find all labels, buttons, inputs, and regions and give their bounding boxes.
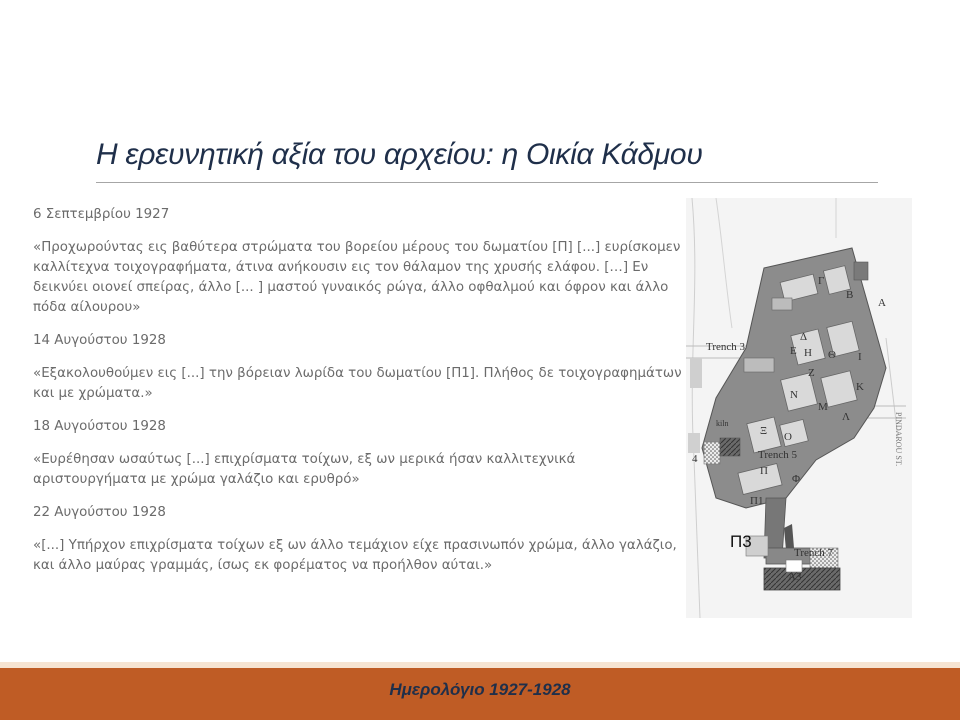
trench-label: Trench 3 (706, 341, 746, 353)
footer-caption: Ημερολόγιο 1927-1928 (389, 680, 571, 699)
plan-label: Ο (784, 431, 792, 443)
entry-date: 18 Αυγούστου 1928 (33, 419, 166, 434)
trench-label: Trench 5 (758, 449, 798, 461)
trench-label: Trench 7 (794, 547, 834, 559)
plan-label: 4 (692, 453, 698, 465)
plan-label: Π1 (750, 495, 764, 507)
street-label: PINDAROU ST. (894, 412, 903, 467)
plan-label: Π (760, 465, 768, 477)
plan-label: Α3 (788, 571, 802, 583)
plan-label: Κ (856, 381, 864, 393)
entry-quote: «Ευρέθησαν ωσαύτως [...] επιχρίσματα τοίχων, εξ ων μερικά ήσαν καλλιτεχνικά αριστουργήματα με χρώμα γαλάζιο και ερυθρό» (33, 452, 576, 487)
plan-label: Λ (842, 411, 850, 423)
plan-label: Η (804, 347, 812, 359)
entry-date: 14 Αυγούστου 1928 (33, 333, 166, 348)
plan-label: Μ (818, 401, 828, 413)
entry-date: 22 Αυγούστου 1928 (33, 505, 166, 520)
plan-label: Ζ (808, 367, 815, 379)
entry-date: 6 Σεπτεμβρίου 1927 (33, 207, 170, 222)
title-divider (96, 182, 878, 183)
slide-title: Η ερευνητική αξία του αρχείου: η Οικία Κάδμου (96, 138, 703, 171)
plan-label: Β (846, 289, 854, 301)
plan-label: Φ (792, 473, 801, 485)
plan-label: Ξ (760, 425, 768, 437)
entry-quote: «Εξακολουθούμεν εις [...] την βόρειαν λωρίδα του δωματίου [Π1]. Πλήθος δε τοιχογραφημάτων και με χρώματα.» (33, 366, 682, 401)
plan-label: Δ (800, 331, 808, 343)
plan-label: Θ (828, 349, 836, 361)
room-p3-callout: Π3 (730, 532, 752, 551)
entry-quote: «[...] Υπήρχον επιχρίσματα τοίχων εξ ων άλλο τεμάχιον είχε πρασινωπόν χρώμα, άλλο γαλάζιο, και άλλο μαύρας γραμμάς, ίσως εκ φορέματος να προήλθον αύται.» (33, 538, 677, 573)
plan-label: Ν (790, 389, 798, 401)
entry-quote: «Προχωρούντας εις βαθύτερα στρώματα του βορείου μέρους του δωματίου [Π] [...] ευρίσκομεν καλλίτεχνα τοιχογραφήματα, άτινα ανήκουσιν εις τον θάλαμον της χρυσής ελάφου. […] Εν δεικνύει οιονεί σπείρας, άλλο [... ] μαστού γυναικός ρώγα, άλλο οφθαλμού και όφρον και άλλο πόδα αίλουρου» (33, 240, 681, 315)
plan-label: Ε (790, 345, 797, 357)
plan-label: Γ (818, 275, 825, 287)
kiln-label: kiln (716, 419, 729, 428)
plan-label: Α (878, 297, 886, 309)
plan-label: Ι (858, 351, 862, 363)
diary-excerpts (33, 205, 693, 589)
site-plan-image (686, 198, 912, 618)
